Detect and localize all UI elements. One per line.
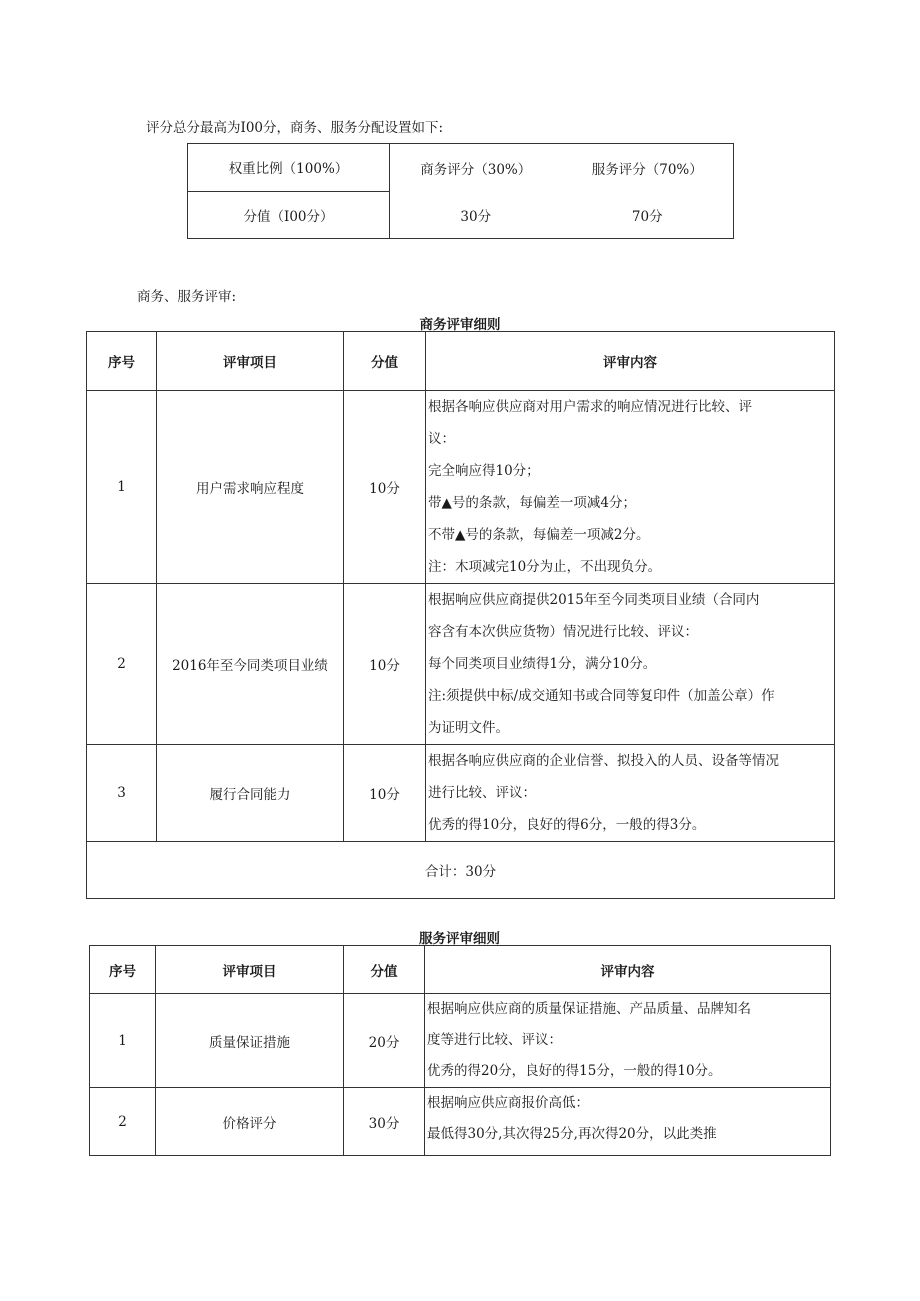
- section-label: 商务、服务评审:: [137, 289, 237, 305]
- content-line: 根据响应供应商提供2015年至今同类项目业绩（合同内: [428, 592, 760, 608]
- row-no: 2: [87, 584, 157, 745]
- business-caption: 商务评审细则: [419, 317, 501, 333]
- row-content: [425, 1088, 831, 1156]
- business-table: [86, 331, 835, 899]
- total-row: [87, 842, 835, 899]
- content-line: 为证明文件。: [428, 720, 509, 736]
- content-line: 根据各响应供应商对用户需求的响应情况进行比较、评: [428, 399, 752, 415]
- service-table: [89, 945, 831, 1156]
- row-content: [426, 391, 835, 584]
- col-header-no: 序号: [90, 946, 156, 994]
- row-item: 用户需求响应程度: [157, 391, 344, 584]
- score-value-header: 分值（I00分）: [188, 191, 390, 239]
- col-header-no: 序号: [87, 332, 157, 391]
- row-no: 2: [90, 1088, 156, 1156]
- row-item: 履行合同能力: [157, 745, 344, 842]
- intro-text: 评分总分最高为I00分，商务、服务分配设置如下:: [146, 120, 444, 136]
- row-score: 10分: [344, 391, 426, 584]
- row-no: 1: [87, 391, 157, 584]
- row-item: 2016年至今同类项目业绩: [157, 584, 344, 745]
- business-weight-header: 商务评分（30%）: [420, 161, 532, 178]
- service-caption: 服务评审细则: [419, 931, 500, 947]
- row-content: [426, 584, 835, 745]
- table-header-row: [87, 332, 835, 391]
- content-line: 完全响应得10分；: [428, 463, 540, 479]
- weight-split-cell: [390, 144, 734, 239]
- business-weight-value: 30分: [460, 208, 492, 225]
- col-header-content: 评审内容: [426, 332, 835, 391]
- content-line: 注:须提供中标/成交通知书或合同等复印件（加盖公章）作: [428, 688, 775, 704]
- service-weight-header: 服务评分（70%）: [591, 161, 703, 178]
- col-header-item: 评审项目: [156, 946, 344, 994]
- content-line: 注：木项减完10分为止，不出现负分。: [428, 559, 662, 575]
- content-line: 优秀的得10分，良好的得6分，一般的得3分。: [428, 817, 706, 833]
- col-header-item: 评审项目: [157, 332, 344, 391]
- row-score: 30分: [344, 1088, 425, 1156]
- row-score: 10分: [344, 584, 426, 745]
- row-no: 3: [87, 745, 157, 842]
- table-row: [87, 584, 835, 745]
- col-header-content: 评审内容: [425, 946, 831, 994]
- row-score: 20分: [344, 994, 425, 1088]
- service-weight-value: 70分: [631, 208, 663, 225]
- col-header-score: 分值: [344, 332, 426, 391]
- content-line: 议：: [428, 431, 455, 447]
- content-line: 根据响应供应商报价高低：: [427, 1095, 589, 1111]
- row-content: [426, 745, 835, 842]
- col-header-score: 分值: [344, 946, 425, 994]
- table-row: [87, 391, 835, 584]
- row-item: 价格评分: [156, 1088, 344, 1156]
- table-row: [90, 994, 831, 1088]
- content-line: 根据响应供应商的质量保证措施、产品质量、品牌知名: [427, 1001, 751, 1017]
- content-line: 根据各响应供应商的企业信誉、拟投入的人员、设备等情况: [428, 753, 779, 769]
- content-line: 容含有本次供应货物）情况进行比较、评议：: [428, 624, 698, 640]
- table-header-row: [90, 946, 831, 994]
- content-line: 优秀的得20分，良好的得15分，一般的得10分。: [427, 1063, 722, 1079]
- row-score: 10分: [344, 745, 426, 842]
- table-row: [90, 1088, 831, 1156]
- row-content: [425, 994, 831, 1088]
- content-line: 最低得30分,其次得25分,再次得20分，以此类推: [427, 1126, 717, 1142]
- weight-ratio-header: 权重比例（100%）: [188, 144, 390, 192]
- content-line: 度等进行比较、评议：: [427, 1032, 562, 1048]
- content-line: 带▲号的条款，每偏差一项减4分；: [428, 495, 636, 511]
- weight-table: [187, 143, 734, 239]
- content-line: 进行比较、评议：: [428, 785, 536, 801]
- table-row: [87, 745, 835, 842]
- content-line: 不带▲号的条款，每偏差一项减2分。: [428, 527, 650, 543]
- content-line: 每个同类项目业绩得1分，满分10分。: [428, 656, 657, 672]
- row-no: 1: [90, 994, 156, 1088]
- total-cell: 合计：30分: [87, 842, 835, 899]
- row-item: 质量保证措施: [156, 994, 344, 1088]
